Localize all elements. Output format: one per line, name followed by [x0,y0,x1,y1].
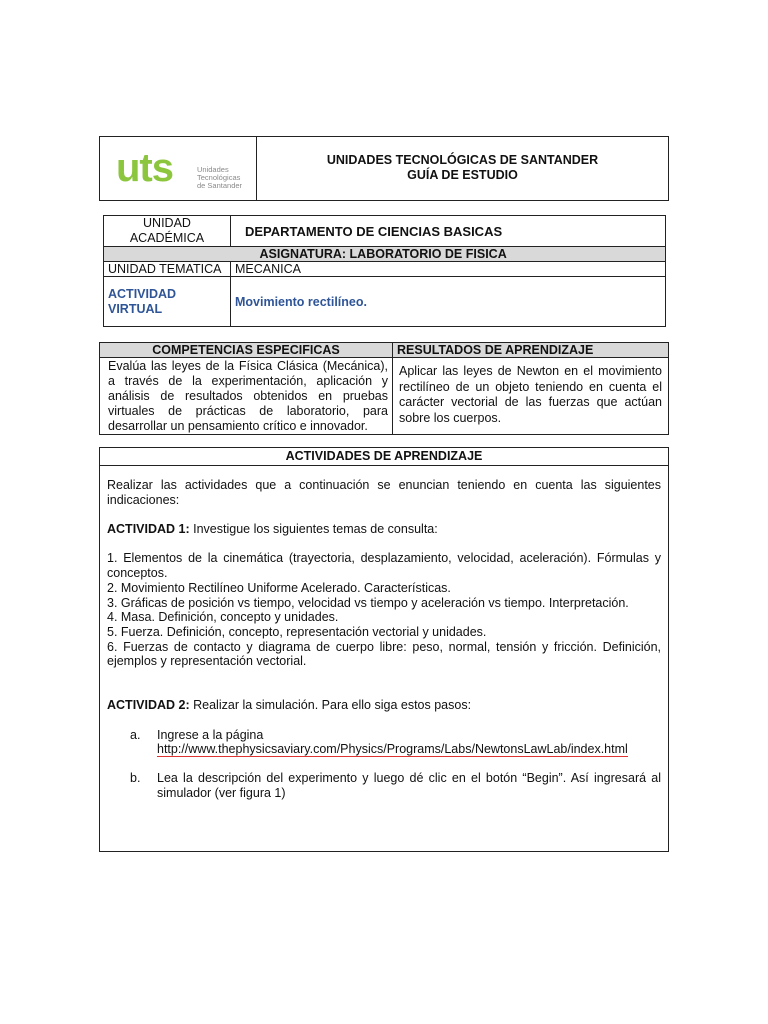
guide-title: GUÍA DE ESTUDIO [407,168,518,182]
virtual-activity-value: Movimiento rectilíneo. [231,277,666,327]
step-b-marker: b. [130,770,141,785]
topics-list [107,551,661,669]
activities-intro: Realizar las actividades que a continuación se enuncian teniendo en cuenta las siguientes indicaciones: [107,478,661,507]
activities-section [99,447,669,852]
step-a [130,728,661,757]
activity-2-label: ACTIVIDAD 2: [107,698,190,713]
uts-logo [100,137,257,200]
unit-label: UNIDAD ACADÉMICA [104,216,231,247]
subject-name: ASIGNATURA: LABORATORIO DE FISICA [231,247,666,262]
step-b [130,771,661,800]
activity-2 [107,698,661,713]
activities-body [100,466,668,800]
logo-sub-line: Tecnológicas [197,173,241,182]
activities-title: ACTIVIDADES DE APRENDIZAJE [100,448,668,466]
competencies-table [99,342,669,434]
department-name: DEPARTAMENTO DE CIENCIAS BASICAS [231,216,666,247]
document-header [99,136,669,201]
list-item: 3. Gráficas de posición vs tiempo, velocidad vs tiempo y aceleración vs tiempo. Interpretación. [107,595,629,610]
list-item: 4. Masa. Definición, concepto y unidades. [107,610,339,625]
list-item: 5. Fuerza. Definición, concepto, representación vectorial y unidades. [107,625,487,639]
learning-results-text: Aplicar las leyes de Newton en el movimiento rectilíneo de un objeto teniendo en cuenta el carácter vectorial de las fuerzas que actúan sobre los cuerpos. [393,358,669,435]
list-item: 6. Fuerzas de contacto y diagrama de cuerpo libre: peso, normal, tensión y fricción. Definición, ejemplos y representación vectorial. [107,639,661,669]
thematic-unit-value: MECANICA [231,262,666,277]
logo-sub-line: de Santander [197,181,243,190]
header-title [257,137,668,200]
learning-results-header: RESULTADOS DE APRENDIZAJE [393,343,669,358]
list-item: 2. Movimiento Rectilíneo Uniforme Acelerado. Características. [107,580,451,595]
step-a-content [157,728,628,757]
step-a-marker: a. [130,727,141,742]
thematic-unit-label: UNIDAD TEMATICA [104,262,231,277]
activity-1-text: Investigue los siguientes temas de consulta: [189,522,438,537]
logo-wordmark: uts [116,146,173,190]
activity-1 [107,522,661,537]
institution-name: UNIDADES TECNOLÓGICAS DE SANTANDER [326,153,599,167]
activity-1-label: ACTIVIDAD 1: [107,522,190,537]
list-item: 1. Elementos de la cinemática (trayectoria, desplazamiento, velocidad, aceleración). Fórmulas y conceptos. [107,551,661,581]
step-b-text: Lea la descripción del experimento y luego dé clic en el botón “Begin”. Así ingresará al simulador (ver figura 1) [157,770,661,800]
logo-sub-line: Unidades [197,165,229,174]
activity-2-text: Realizar la simulación. Para ello siga estos pasos: [189,698,472,713]
unit-table [103,215,666,327]
logo-subtitle [197,166,242,190]
step-a-text: Ingrese a la página [157,727,264,742]
competencies-header: COMPETENCIAS ESPECIFICAS [100,343,393,358]
virtual-activity-label: ACTIVIDAD VIRTUAL [104,277,231,327]
simulator-link[interactable]: http://www.thephysicsaviary.com/Physics/Programs/Labs/NewtonsLawLab/index.html [157,742,628,757]
competencies-text: Evalúa las leyes de la Física Clásica (Mecánica), a través de la experimentación, aplicación y análisis de resultados obtenidos en pruebas virtuales de prácticas de laboratorio, para desarrollar un pensamiento crítico e innovador. [100,358,393,435]
